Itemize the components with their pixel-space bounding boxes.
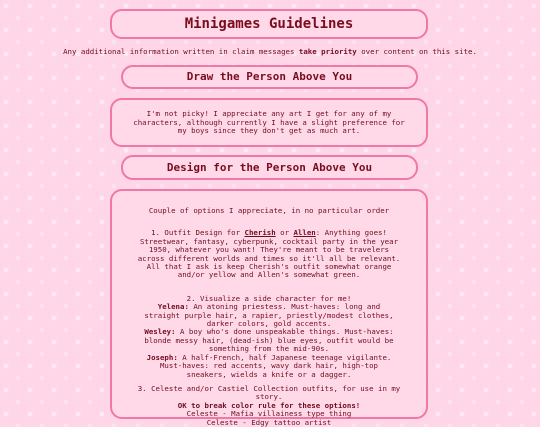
page-title: Minigames Guidelines <box>110 9 428 39</box>
draw-text: I'm not picky! I appreciate any art I get for any of my characters, although currently I have a slight preference for my boys since they don't get as much art. <box>133 109 405 135</box>
char-yelena <box>139 303 399 328</box>
option-side-character <box>139 295 399 379</box>
design-intro: Couple of options I appreciate, in no particular order <box>148 206 390 215</box>
item2-intro: 2. Visualize a side character for me! <box>186 293 352 303</box>
notice-pre: Any additional information written in claim messages <box>63 47 299 56</box>
char-desc: A boy who's done unspeakable things. Must-haves: blonde messy hair, (dead-ish) blue eyes, outfit would be something from the mid-90s. <box>144 327 394 354</box>
option-outfit-design <box>134 229 404 279</box>
item3-intro: 3. Celeste and/or Castiel Collection outfits, for use in my story. <box>137 383 401 402</box>
item3-line: Celeste - Edgy tattoo artist <box>206 417 332 427</box>
notice-post: over content on this site. <box>356 47 477 56</box>
allen-link[interactable]: Allen <box>293 228 316 238</box>
item1-prefix: 1. Outfit Design for <box>151 228 245 238</box>
item3-line: Celeste - Mafia villainess type thing <box>186 409 352 419</box>
char-desc: An atoning priestess. Must-haves: long and straight purple hair, a rapier, priestly/modest clothes, darker colors, gold accents. <box>144 302 394 329</box>
char-joseph <box>139 354 399 379</box>
cherish-link[interactable]: Cherish <box>244 228 276 238</box>
char-wesley <box>139 328 399 353</box>
char-name: Wesley: <box>144 327 176 337</box>
char-name: Yelena: <box>157 302 189 312</box>
option-collection-outfits <box>124 385 414 427</box>
char-desc: A half-French, half Japanese teenage vigilante. Must-haves: red accents, wavy dark hair, high-top sneakers, wields a knife or a dagger. <box>159 352 392 379</box>
design-section-heading: Design for the Person Above You <box>121 155 418 180</box>
design-section-box <box>110 189 428 427</box>
item1-text: : Anything goes! Streetwear, fantasy, cyberpunk, cocktail party in the year 1950, whatever you want! They're meant to be travelers across different worlds and times so it'll all be relevant. All that I ask is keep Cherish's outfit somewhat orange and/or yellow and Allen's somewhat green. <box>137 228 401 280</box>
notice-bold: take priority <box>298 47 357 56</box>
char-name: Joseph: <box>146 352 178 362</box>
draw-section-box <box>110 98 428 147</box>
item1-or: or <box>275 228 294 238</box>
priority-notice <box>0 47 540 56</box>
item3-bold-note: OK to break color rule for these options! <box>177 400 361 410</box>
draw-section-heading: Draw the Person Above You <box>121 65 418 89</box>
